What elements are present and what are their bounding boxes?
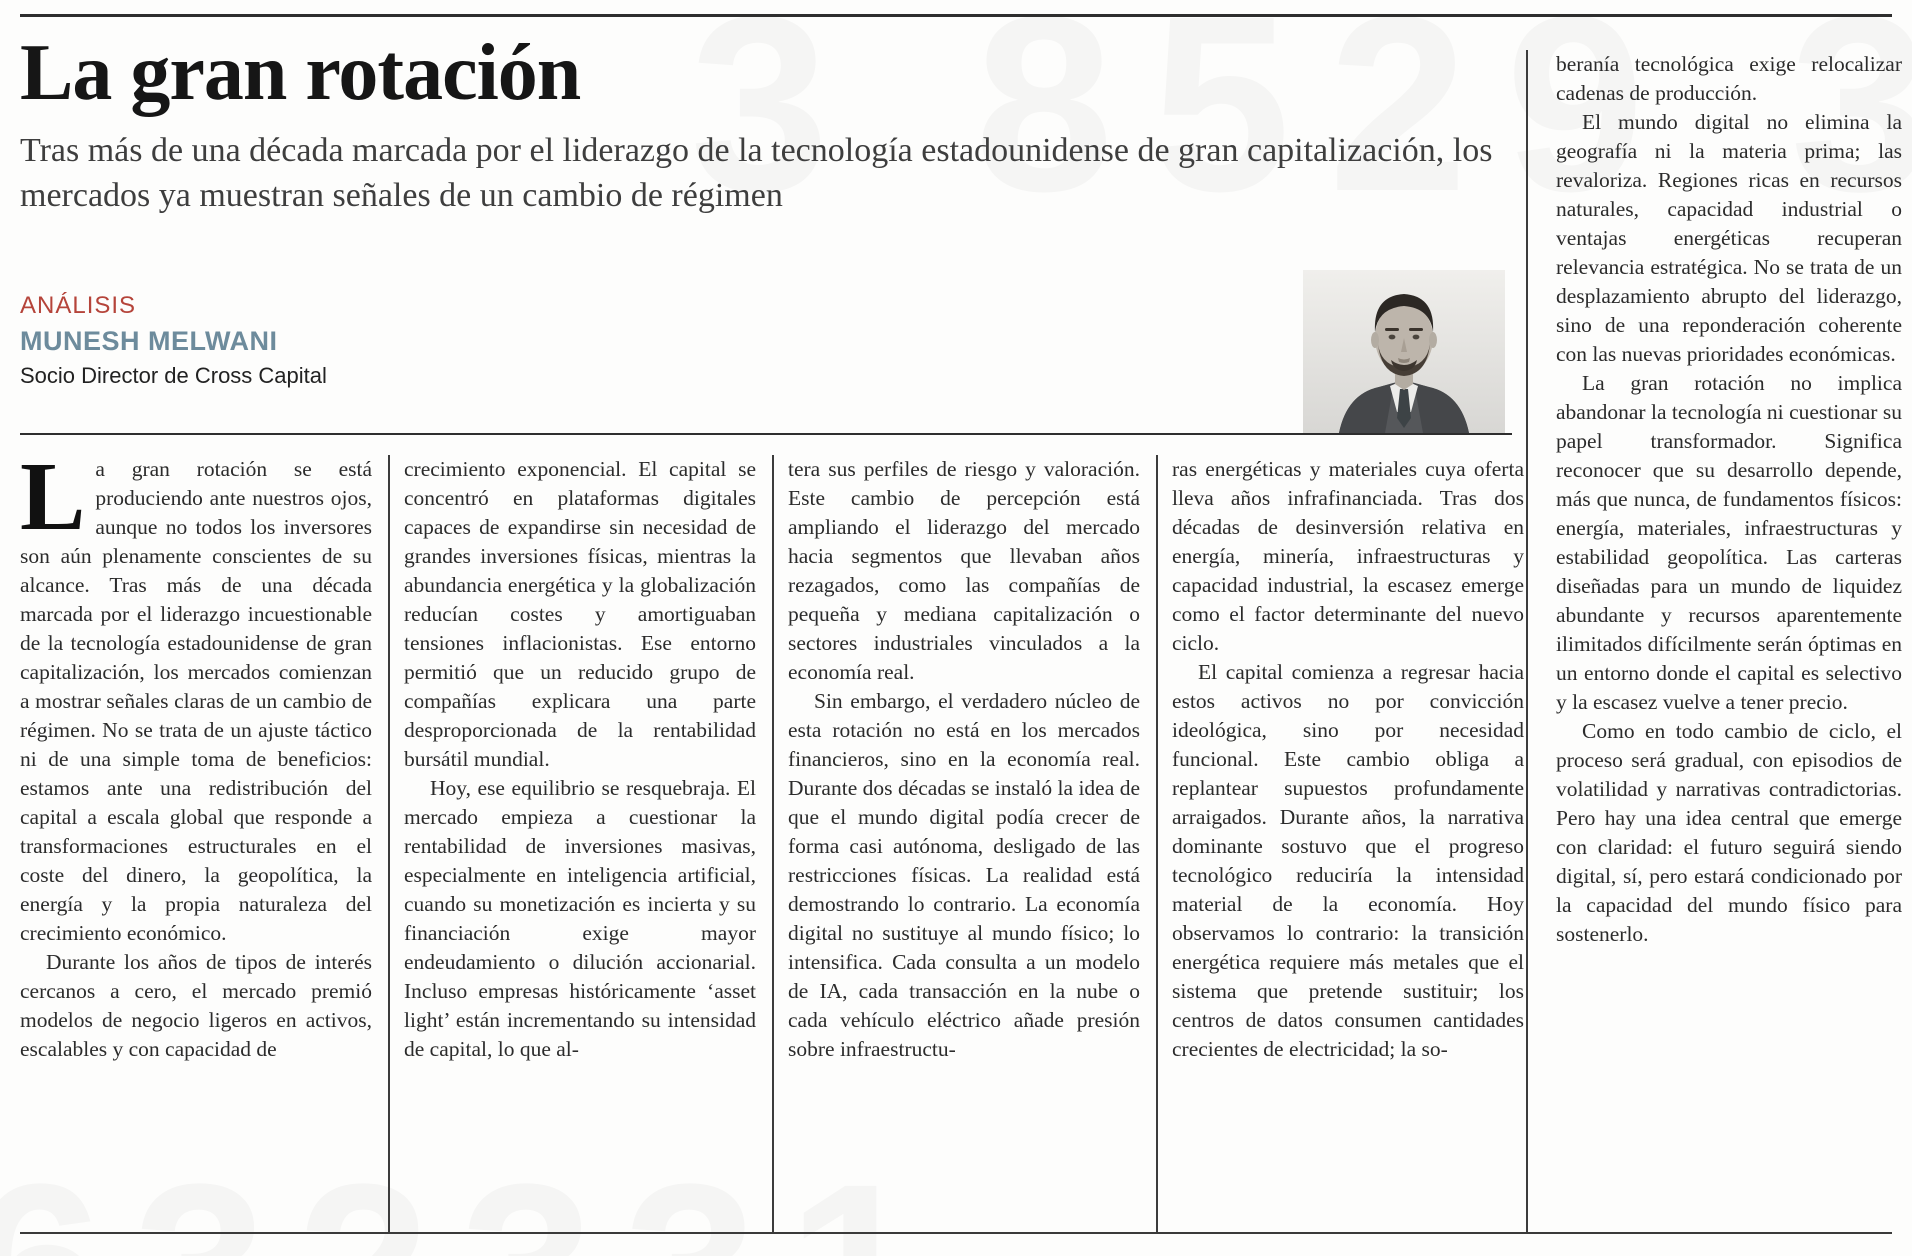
paragraph: El mundo digital no elimina la geografía ni la materia prima; las revaloriza. Regiones ricas en recursos naturales, capacidad industrial o ventajas energéticas recuperan relevancia estratégica. No se trata de un desplazamiento abrupto del liderazgo, sino de una reponderación coherente con las nuevas prioridades económicas. — [1556, 110, 1902, 366]
dropcap: L — [20, 455, 86, 551]
author-photo — [1303, 270, 1505, 433]
column-divider-3 — [1156, 455, 1158, 1233]
article-column-4 — [1172, 455, 1524, 1233]
article-column-2 — [404, 455, 756, 1233]
paragraph: El capital comienza a regresar hacia estos activos no por convicción ideológica, sino por necesidad funcional. Este cambio obliga a replantear supuestos profundamente arraigados. Durante años, la narrativa dominante sostuvo que el progreso tecnológico reduciría la intensidad material de la economía. Hoy observamos lo contrario: la transición energética requiere más metales que el sistema que pretende sustituir; los centros de datos consumen cantidades crecientes de electricidad; la so- — [1172, 660, 1524, 1061]
author-block — [20, 292, 327, 389]
paragraph: Hoy, ese equilibrio se resquebraja. El mercado empieza a cuestionar la rentabilidad de inversiones masivas, especialmente en inteligencia artificial, cuando su monetización es incierta y su financiación exige mayor endeudamiento o dilución accionarial. Incluso empresas históricamente ‘asset light’ están incrementando su intensidad de capital, lo que al- — [404, 776, 756, 1061]
paragraph: crecimiento exponencial. El capital se concentró en plataformas digitales capaces de expandirse sin necesidad de grandes inversiones físicas, mientras la abundancia energética y la globalización reducían costes y amortiguaban tensiones inflacionistas. Ese entorno permitió que un reducido grupo de compañías explicara una parte desproporcionada de la rentabilidad bursátil mundial. — [404, 457, 756, 771]
paragraph: Durante los años de tipos de interés cercanos a cero, el mercado premió modelos de negocio ligeros en activos, escalables y con capacidad de — [20, 950, 372, 1061]
paragraph-text: a gran rotación se está produciendo ante nuestros ojos, aunque no todos los inversores son aún plenamente conscientes de su alcance. Tras más de una década marcada por el liderazgo incuestionable de la tecnología estadounidense de gran capitalización, los mercados comienzan a mostrar señales claras de un cambio de régimen. No se trata de un ajuste táctico ni de una simple toma de beneficios: estamos ante una redistribución del capital a escala global que responde a transformaciones estructurales en el coste del dinero, la geopolítica, la energía y la propia naturaleza del crecimiento económico. — [20, 457, 372, 945]
paragraph: Sin embargo, el verdadero núcleo de esta rotación no está en los mercados financieros, sino en la economía real. Durante dos décadas se instaló la idea de que el mundo digital podía crecer de forma casi autónoma, desligado de las restricciones físicas. La realidad está demostrando lo contrario. La economía digital no sustituye al mundo físico; lo intensifica. Cada consulta a un modelo de IA, cada transacción en la nube o cada vehículo eléctrico añade presión sobre infraestructu- — [788, 689, 1140, 1061]
article-column-1 — [20, 455, 372, 1233]
page-title: La gran rotación — [20, 29, 581, 117]
column-divider-right — [1526, 50, 1528, 1233]
top-rule — [20, 14, 1892, 17]
paragraph: ras energéticas y materiales cuya oferta lleva años infrafinanciada. Tras dos décadas de desinversión relativa en energía, minería, infraestructuras y capacidad industrial, la escasez emerge como el factor determinante del nuevo ciclo. — [1172, 457, 1524, 655]
section-rule — [20, 433, 1512, 435]
article-column-5 — [1556, 50, 1902, 1230]
paragraph: La gran rotación no implica abandonar la tecnología ni cuestionar su papel transformador. Significa reconocer que su desarrollo depende, más que nunca, de fundamentos físicos: energía, materiales, infraestructuras y estabilidad geopolítica. Las carteras diseñadas para un mundo de liquidez abundante y recursos aparentemente ilimitados difícilmente serán óptimas en un entorno donde el capital es selectivo y la escasez vuelve a tener precio. — [1556, 371, 1902, 714]
column-divider-2 — [772, 455, 774, 1233]
author-role: Socio Director de Cross Capital — [20, 363, 327, 388]
paragraph: Como en todo cambio de ciclo, el proceso será gradual, con episodios de volatilidad y narrativas contradictorias. Pero hay una idea central que emerge con claridad: el futuro seguirá siendo digital, sí, pero estará condicionado por la capacidad del mundo físico para sostenerlo. — [1556, 719, 1902, 946]
author-portrait-image — [1303, 270, 1505, 433]
article-column-3 — [788, 455, 1140, 1233]
bottom-rule — [20, 1232, 1892, 1234]
subtitle: Tras más de una década marcada por el liderazgo de la tecnología estadounidense de gran capitalización, los mercados ya muestran señales de un cambio de régimen — [20, 132, 1493, 214]
kicker-label: ANÁLISIS — [20, 292, 137, 319]
paragraph: tera sus perfiles de riesgo y valoración. Este cambio de percepción está ampliando el liderazgo del mercado hacia segmentos que llevaban años rezagados, como las compañías de pequeña y mediana capitalización o sectores industriales vinculados a la economía real. — [788, 457, 1140, 684]
paragraph: beranía tecnológica exige relocalizar cadenas de producción. — [1556, 52, 1902, 105]
column-divider-1 — [388, 455, 390, 1233]
paragraph — [20, 455, 372, 948]
author-name: MUNESH MELWANI — [20, 326, 278, 356]
